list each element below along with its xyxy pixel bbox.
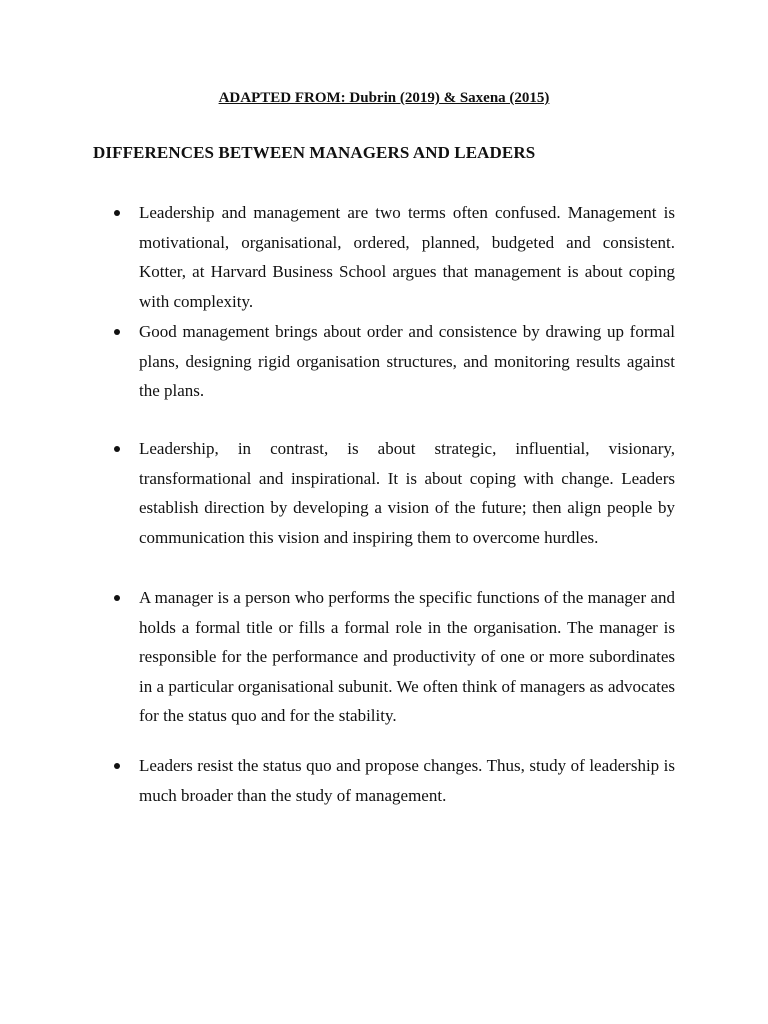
list-item	[139, 317, 675, 406]
list-item	[139, 583, 675, 731]
bullet-dot-icon	[114, 595, 120, 601]
bullet-text: Leaders resist the status quo and propose changes. Thus, study of leadership is much broader than the study of management.	[139, 756, 675, 805]
bullet-text: Leadership and management are two terms often confused. Management is motivational, organisational, ordered, planned, budgeted and consistent. Kotter, at Harvard Business School argues that management is about coping with complexity.	[139, 203, 675, 311]
list-item	[139, 198, 675, 316]
list-item	[139, 751, 675, 810]
bullet-dot-icon	[114, 329, 120, 335]
source-citation: ADAPTED FROM: Dubrin (2019) & Saxena (2015)	[218, 90, 550, 106]
bullet-dot-icon	[114, 210, 120, 216]
bullet-text: Good management brings about order and consistence by drawing up formal plans, designing rigid organisation structures, and monitoring results against the plans.	[139, 322, 675, 400]
section-heading: DIFFERENCES BETWEEN MANAGERS AND LEADERS	[93, 143, 536, 162]
bullet-dot-icon	[114, 446, 120, 452]
list-item	[139, 434, 675, 552]
bullet-text: Leadership, in contrast, is about strategic, influential, visionary, transformational and inspirational. It is about coping with change. Leaders establish direction by developing a vision of the future; then align people by communication this vision and inspiring them to overcome hurdles.	[139, 439, 675, 547]
bullet-dot-icon	[114, 763, 120, 769]
bullet-text: A manager is a person who performs the specific functions of the manager and holds a formal title or fills a formal role in the organisation. The manager is responsible for the performance and productivity of one or more subordinates in a particular organisational subunit. We often think of managers as advocates for the status quo and for the stability.	[139, 588, 675, 725]
